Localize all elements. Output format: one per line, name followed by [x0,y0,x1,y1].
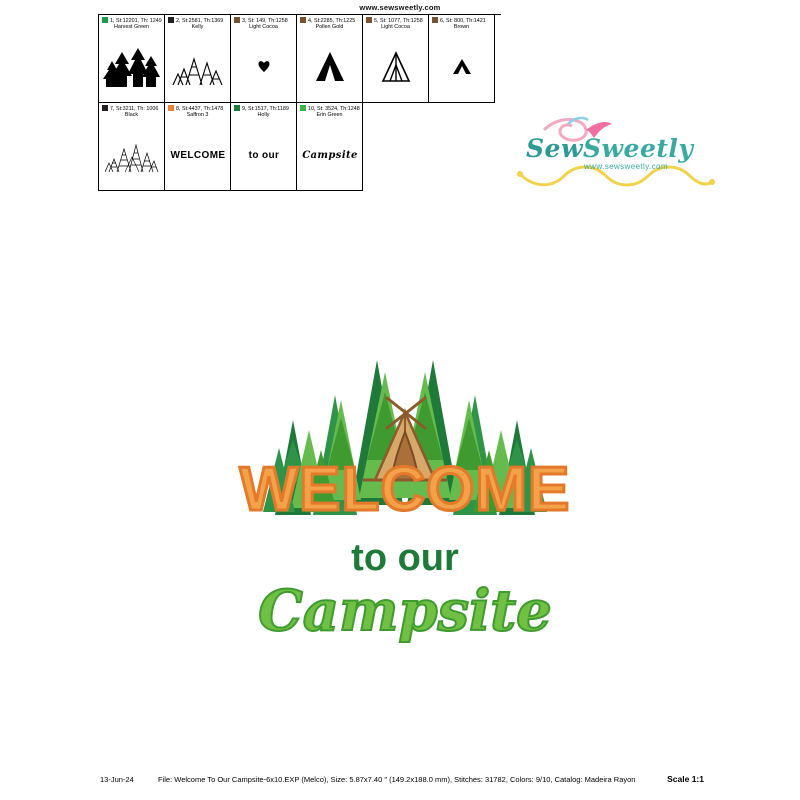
color-chart-name: Harvest Green [113,24,150,30]
tent-small-dot-icon [231,33,297,101]
color-chart-name: Brown [453,24,470,30]
color-swatch [234,17,240,23]
color-chart [98,14,501,191]
color-swatch [432,17,438,23]
color-chart-meta: 1, St:12201, Th: 1249 [99,15,164,25]
color-chart-cell [231,15,297,103]
trees-linework-icon [99,121,165,189]
design-welcome-text: WELCOME [239,455,571,524]
color-chart-name: Pollen Gold [315,24,344,30]
color-chart-meta: 4, St:2285, Th:1225 [297,15,362,25]
color-chart-cell [297,15,363,103]
color-chart-meta: 3, St: 149, Th:1258 [231,15,296,25]
color-chart-name: Saffron 3 [186,112,209,118]
color-swatch [300,17,306,23]
chart-campsite-text: Campsite [302,149,358,161]
color-chart-meta: 7, St:3211, Th: 1006 [99,103,164,113]
color-chart-meta: 6, St: 800, Th:1421 [429,15,494,25]
design-campsite-text: Campsite [258,578,552,644]
color-chart-cell [165,103,231,191]
color-chart-cell [297,103,363,191]
tent-tip-icon [429,33,495,101]
color-chart-name: Kelly [191,24,204,30]
footer-file-info: File: Welcome To Our Campsite-6x10.EXP (Melco), Size: 5.87x7.40 " (149.2x188.0 mm), Stitches: 31782, Colors: 9/10, Catalog: Madeira Rayon [158,775,636,784]
footer-scale: Scale 1:1 [667,774,704,784]
color-chart-name: Holly [257,112,270,118]
color-chart-meta: 2, St:2581, Th:1369 [165,15,230,25]
trees-outline-icon [165,33,231,101]
color-chart-name: Light Cocoa [381,24,410,30]
color-swatch [366,17,372,23]
color-chart-name: Erin Green [316,112,343,118]
brand-logo [508,112,718,204]
logo-sub-url: www.sewsweetly.com [584,162,668,171]
color-chart-cell [429,15,495,103]
color-swatch [102,17,108,23]
design-artwork [235,300,575,700]
chart-welcome-text: WELCOME [170,149,226,161]
text-campsite-sample [297,121,363,189]
logo-brand-sew: Sew [526,134,583,163]
color-chart-cell [363,15,429,103]
color-chart-meta: 8, St:4437, Th:1478 [165,103,230,113]
color-swatch [168,105,174,111]
color-chart-cell [165,15,231,103]
text-welcome-sample [165,121,231,189]
tent-outline-icon [363,33,429,101]
site-url: www.sewsweetly.com [359,3,441,12]
footer [0,773,800,787]
footer-date: 13-Jun-24 [100,775,134,784]
color-chart-meta: 9, St:1517, Th:1189 [231,103,296,113]
trees-filled-icon [99,33,165,101]
text-toour-sample [231,121,297,189]
embroidery-design-preview [235,300,575,700]
color-swatch [168,17,174,23]
color-chart-meta: 10, St: 3524, Th:1248 [297,103,362,113]
color-chart-name: Light Cocoa [249,24,278,30]
color-chart-cell [99,15,165,103]
color-chart-meta: 5, St: 1077, Th:1258 [363,15,428,25]
design-toour-text: to our [351,537,459,579]
color-chart-name: Black [124,112,139,118]
logo-brand-text [526,134,693,163]
chart-toour-text: to our [248,149,280,161]
logo-brand-sweetly: Sweetly [582,134,694,163]
color-swatch [234,105,240,111]
tent-solid-icon [297,33,363,101]
color-chart-cell [99,103,165,191]
color-swatch [300,105,306,111]
color-swatch [102,105,108,111]
color-chart-cell [231,103,297,191]
